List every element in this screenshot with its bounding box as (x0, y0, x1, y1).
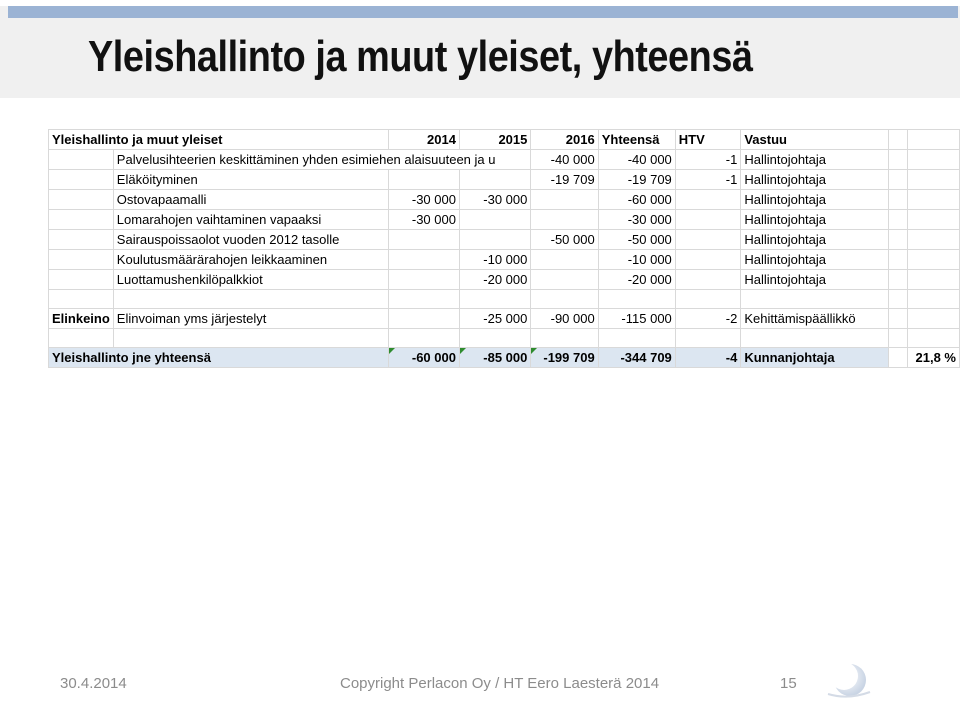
row-2014 (388, 170, 459, 190)
row-total: -30 000 (598, 210, 675, 230)
empty-cell (889, 170, 908, 190)
empty-cell (908, 250, 960, 270)
row-owner: Hallintojohtaja (741, 230, 889, 250)
table-row (49, 170, 960, 190)
header-2015: 2015 (459, 130, 530, 150)
total-label: Yleishallinto jne yhteensä (49, 348, 389, 368)
row-2016: -50 000 (531, 230, 598, 250)
row-2016 (531, 190, 598, 210)
section-label: Elinkeino (49, 309, 114, 329)
savings-table (48, 129, 960, 368)
empty-cell (49, 250, 114, 270)
slide-title: Yleishallinto ja muut yleiset, yhteensä (88, 32, 753, 81)
total-percent: 21,8 % (908, 348, 960, 368)
row-htv (675, 270, 741, 290)
empty-cell (908, 270, 960, 290)
row-owner: Kehittämispäällikkö (741, 309, 889, 329)
row-2015 (459, 170, 530, 190)
row-total: -10 000 (598, 250, 675, 270)
row-item: Luottamushenkilöpalkkiot (113, 270, 388, 290)
row-item: Sairauspoissaolot vuoden 2012 tasolle (113, 230, 388, 250)
empty-cell (49, 230, 114, 250)
spacer-row (49, 329, 960, 348)
empty-cell (908, 230, 960, 250)
row-htv (675, 250, 741, 270)
row-htv: -1 (675, 170, 741, 190)
row-2015: -25 000 (459, 309, 530, 329)
row-owner: Hallintojohtaja (741, 150, 889, 170)
total-2014: -60 000 (388, 348, 459, 368)
row-owner: Hallintojohtaja (741, 170, 889, 190)
empty-cell (908, 170, 960, 190)
empty-cell (49, 150, 114, 170)
row-2016 (531, 210, 598, 230)
total-2015: -85 000 (459, 348, 530, 368)
row-htv (675, 230, 741, 250)
empty-cell (889, 250, 908, 270)
header-2016: 2016 (531, 130, 598, 150)
row-owner: Hallintojohtaja (741, 250, 889, 270)
empty-cell (889, 150, 908, 170)
row-2014 (388, 230, 459, 250)
empty-cell (908, 190, 960, 210)
row-htv (675, 190, 741, 210)
footer-page-number: 15 (780, 675, 797, 692)
empty-cell (889, 230, 908, 250)
empty-cell (908, 150, 960, 170)
accent-bar (8, 6, 958, 18)
empty-cell (889, 130, 908, 150)
row-total: -20 000 (598, 270, 675, 290)
row-2016: -19 709 (531, 170, 598, 190)
row-item: Lomarahojen vaihtaminen vapaaksi (113, 210, 388, 230)
total-row (49, 348, 960, 368)
row-2015: -10 000 (459, 250, 530, 270)
table-header-row (49, 130, 960, 150)
empty-cell (49, 270, 114, 290)
header-owner: Vastuu (741, 130, 889, 150)
row-2016: -40 000 (531, 150, 598, 170)
total-2016: -199 709 (531, 348, 598, 368)
total-sum: -344 709 (598, 348, 675, 368)
empty-cell (908, 130, 960, 150)
empty-cell (49, 170, 114, 190)
empty-cell (889, 348, 908, 368)
total-htv: -4 (675, 348, 741, 368)
empty-cell (908, 309, 960, 329)
header-label: Yleishallinto ja muut yleiset (49, 130, 389, 150)
empty-cell (889, 210, 908, 230)
header-2014: 2014 (388, 130, 459, 150)
row-owner: Hallintojohtaja (741, 270, 889, 290)
header-htv: HTV (675, 130, 741, 150)
table-row (49, 230, 960, 250)
row-2014 (388, 250, 459, 270)
row-total: -60 000 (598, 190, 675, 210)
empty-cell (889, 309, 908, 329)
footer-copyright: Copyright Perlacon Oy / HT Eero Laesterä 2014 (340, 675, 660, 692)
row-2016: -90 000 (531, 309, 598, 329)
row-owner: Hallintojohtaja (741, 190, 889, 210)
empty-cell (889, 270, 908, 290)
row-2015 (459, 230, 530, 250)
row-2016 (531, 250, 598, 270)
row-item: Koulutusmäärärahojen leikkaaminen (113, 250, 388, 270)
row-2015: -30 000 (459, 190, 530, 210)
row-2014: -30 000 (388, 190, 459, 210)
row-2014 (388, 309, 459, 329)
row-total: -19 709 (598, 170, 675, 190)
table-row (49, 270, 960, 290)
empty-cell (49, 210, 114, 230)
table-row (49, 150, 960, 170)
total-owner: Kunnanjohtaja (741, 348, 889, 368)
elinkeino-row (49, 309, 960, 329)
row-2014: -30 000 (388, 210, 459, 230)
empty-cell (889, 190, 908, 210)
row-total: -115 000 (598, 309, 675, 329)
row-item: Palvelusihteerien keskittäminen yhden esimiehen alaisuuteen ja u (113, 150, 531, 170)
row-htv: -2 (675, 309, 741, 329)
row-2016 (531, 270, 598, 290)
header-total: Yhteensä (598, 130, 675, 150)
row-item: Ostovapaamalli (113, 190, 388, 210)
row-owner: Hallintojohtaja (741, 210, 889, 230)
spacer-row (49, 290, 960, 309)
row-htv: -1 (675, 150, 741, 170)
row-2015: -20 000 (459, 270, 530, 290)
row-htv (675, 210, 741, 230)
row-total: -40 000 (598, 150, 675, 170)
row-2014 (388, 270, 459, 290)
empty-cell (49, 190, 114, 210)
table-row (49, 190, 960, 210)
row-item: Eläköityminen (113, 170, 388, 190)
empty-cell (908, 210, 960, 230)
footer-date: 30.4.2014 (60, 675, 127, 692)
table-row (49, 250, 960, 270)
row-total: -50 000 (598, 230, 675, 250)
table-row (49, 210, 960, 230)
row-item: Elinvoiman yms järjestelyt (113, 309, 388, 329)
moon-logo-icon (820, 660, 874, 700)
row-2015 (459, 210, 530, 230)
